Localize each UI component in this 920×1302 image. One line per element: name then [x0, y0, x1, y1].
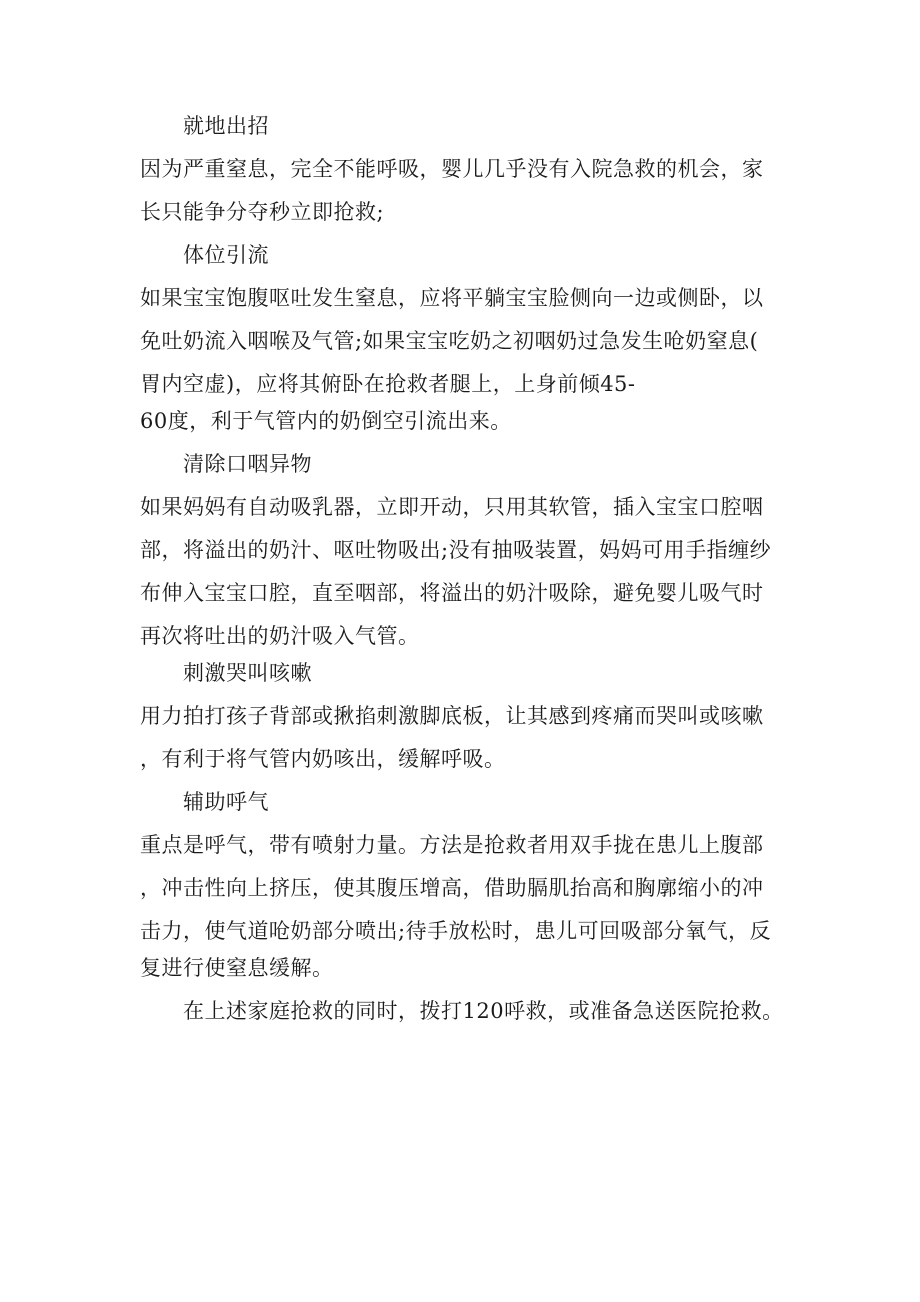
paragraph-line: ，有利于将气管内奶咳出，缓解呼吸。: [140, 747, 506, 771]
paragraph-line: 部，将溢出的奶汁、呕吐物吸出;没有抽吸装置，妈妈可用手指缠纱: [140, 538, 772, 562]
paragraph-line: 复进行使窒息缓解。: [140, 956, 334, 980]
paragraph-line: 布伸入宝宝口腔，直至咽部，将溢出的奶汁吸除，避免婴儿吸气时: [140, 581, 764, 605]
paragraph-line: 免吐奶流入咽喉及气管;如果宝宝吃奶之初咽奶过急发生呛奶窒息(: [140, 329, 759, 353]
section-heading: 就地出招: [183, 114, 269, 138]
paragraph-line: 击力，使气道呛奶部分喷出;待手放松时，患儿可回吸部分氧气，反: [140, 919, 772, 943]
section-heading: 体位引流: [183, 243, 269, 267]
paragraph-line: ，冲击性向上挤压，使其腹压增高，借助膈肌抬高和胸廓缩小的冲: [140, 876, 764, 900]
paragraph-line: 再次将吐出的奶汁吸入气管。: [140, 624, 420, 648]
paragraph-line: 60度，利于气管内的奶倒空引流出来。: [140, 409, 512, 433]
paragraph-line: 重点是呼气，带有喷射力量。方法是抢救者用双手拢在患儿上腹部: [140, 833, 764, 857]
section-heading: 清除口咽异物: [183, 452, 312, 476]
paragraph-line: 因为严重窒息，完全不能呼吸，婴儿几乎没有入院急救的机会，家: [140, 157, 764, 181]
paragraph-line: 长只能争分夺秒立即抢救;: [140, 200, 385, 224]
paragraph-line: 胃内空虚)，应将其俯卧在抢救者腿上，上身前倾45-: [140, 372, 636, 396]
paragraph-line: 如果宝宝饱腹呕吐发生窒息，应将平躺宝宝脸侧向一边或侧卧，以: [140, 286, 764, 310]
paragraph-line: 如果妈妈有自动吸乳器，立即开动，只用其软管，插入宝宝口腔咽: [140, 495, 764, 519]
closing-paragraph: 在上述家庭抢救的同时，拨打120呼救，或准备急送医院抢救。: [183, 999, 784, 1023]
section-heading: 辅助呼气: [183, 790, 269, 814]
section-heading: 刺激哭叫咳嗽: [183, 661, 312, 685]
paragraph-line: 用力拍打孩子背部或揪掐刺激脚底板，让其感到疼痛而哭叫或咳嗽: [140, 704, 764, 728]
